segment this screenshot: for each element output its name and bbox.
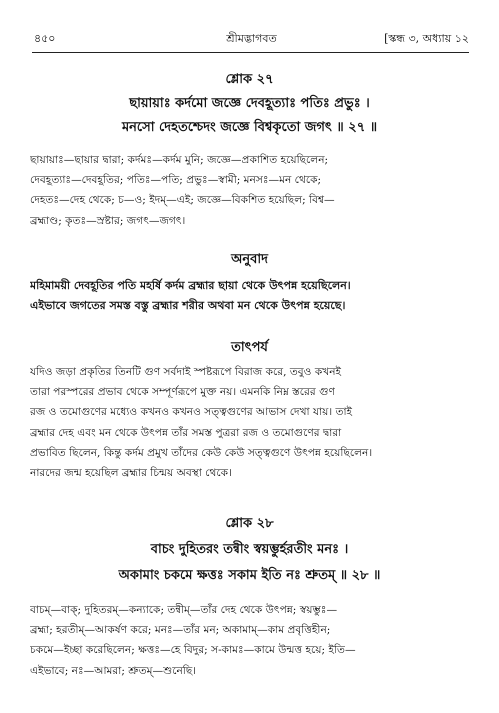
synonym-line: ব্রহ্মাণ্ড; কৃতঃ—স্রষ্টার; জগৎ—জগৎ। xyxy=(30,214,186,227)
page-number: ৪৫০ xyxy=(34,32,56,45)
synonym-line: দেহতঃ—দেহ থেকে; চ—ও; ইদম্—এই; জজ্ঞে—বিকশিত হয়েছিল; বিশ্ব— xyxy=(30,194,335,207)
purport-line: নারদের জন্ম হয়েছিল ব্রহ্মার চিন্ময় অবস্থা থেকে। xyxy=(30,467,232,480)
synonym-line: ব্রহ্মা; হরতীম্—আকর্ষণ করে; মনঃ—তাঁর মন; অকামাম্—কাম প্রবৃত্তিহীন; xyxy=(30,624,331,637)
header-rule xyxy=(32,52,469,53)
verse-28-heading: শ্লোক ২৮ xyxy=(225,516,274,531)
synonym-line: বাচম্—বাক্; দুহিতরম্—কন্যাকে; তন্বীম্—তাঁর দেহ থেকে উৎপন্ন; স্বয়ম্ভুঃ— xyxy=(30,604,338,616)
synonym-line: ছায়ায়াঃ—ছায়ার দ্বারা; কর্দমঃ—কর্দম মুনি; জজ্ঞে—প্রকাশিত হয়েছিলেন; xyxy=(30,154,329,166)
running-header xyxy=(34,30,469,50)
verse-27-translation xyxy=(30,276,471,316)
synonym-line: এইভাবে; নঃ—আমরা; শ্রুতম্—শুনেছি। xyxy=(30,664,197,677)
synonym-line: চকমে—ইচ্ছা করেছিলেন; ক্ষত্তঃ—হে বিদুর; স-কামঃ—কামে উন্মত্ত হয়ে; ইতি— xyxy=(30,644,356,657)
canto-chapter-reference: [স্কন্ধ ৩, অধ্যায় ১২ xyxy=(384,32,469,45)
verse-27-synonyms xyxy=(30,150,471,231)
purport-line: রজ ও তমোগুণের মধ্যেও কখনও কখনও সত্ত্বগুণের আভাস দেখা যায়। তাই xyxy=(30,406,353,419)
purport-line: প্রভাবিত ছিলেন, কিন্তু কর্দম প্রমুখ তাঁদের কেউ কেউ সত্ত্বগুণে উৎপন্ন হয়েছিলেন। xyxy=(30,446,373,459)
verse-28-line-1: বাচং দুহিতরং তন্বীং স্বয়ম্ভুর্হরতীং মনঃ । xyxy=(150,542,349,557)
verse-27-line-1: ছায়ায়াঃ কর্দমো জজ্ঞে দেবহূত্যাঃ পতিঃ প্রভুঃ । xyxy=(129,96,370,111)
purport-line: যদিও জড়া প্রকৃতির তিনটি গুণ সর্বদাই স্পষ্টরূপে বিরাজ করে, তবুও কখনই xyxy=(30,366,342,378)
book-title: শ্রীমদ্ভাগবত xyxy=(226,32,277,45)
translation-line: এইভাবে জগতের সমস্ত বস্তু ব্রহ্মার শরীর অথবা মন থেকে উৎপন্ন হয়েছে। xyxy=(30,299,346,313)
verse-27-heading: শ্লোক ২৭ xyxy=(225,72,274,87)
purport-heading: তাৎপর্য xyxy=(231,340,268,355)
verse-28-synonyms xyxy=(30,600,471,681)
verse-28-line-2: অকামাং চকমে ক্ষত্তঃ সকাম ইতি নঃ শ্রুতম্ ॥ ২৮ ॥ xyxy=(118,568,381,583)
purport-line: ব্রহ্মার দেহ এবং মন থেকে উৎপন্ন তাঁর সমস্ত পুত্ররা রজ ও তমোগুণের দ্বারা xyxy=(30,426,342,439)
verse-27-purport xyxy=(30,362,471,483)
verse-27-line-2: মনসো দেহতশ্চেদং জজ্ঞে বিশ্বকৃতো জগৎ ॥ ২৭ ॥ xyxy=(121,120,378,135)
synonym-line: দেবহূত্যাঃ—দেবহূতির; পতিঃ—পতি; প্রভুঃ—স্বামী; মনসঃ—মন থেকে; xyxy=(30,174,322,187)
translation-line: মহিমাময়ী দেবহূতির পতি মহর্ষি কর্দম ব্রহ্মার ছায়া থেকে উৎপন্ন হয়েছিলেন। xyxy=(30,279,351,292)
translation-heading: অনুবাদ xyxy=(231,252,268,267)
purport-line: তারা পরস্পরের প্রভাব থেকে সম্পূর্ণরূপে মুক্ত নয়। এমনকি নিম্ন স্তরের গুণ xyxy=(30,386,335,399)
